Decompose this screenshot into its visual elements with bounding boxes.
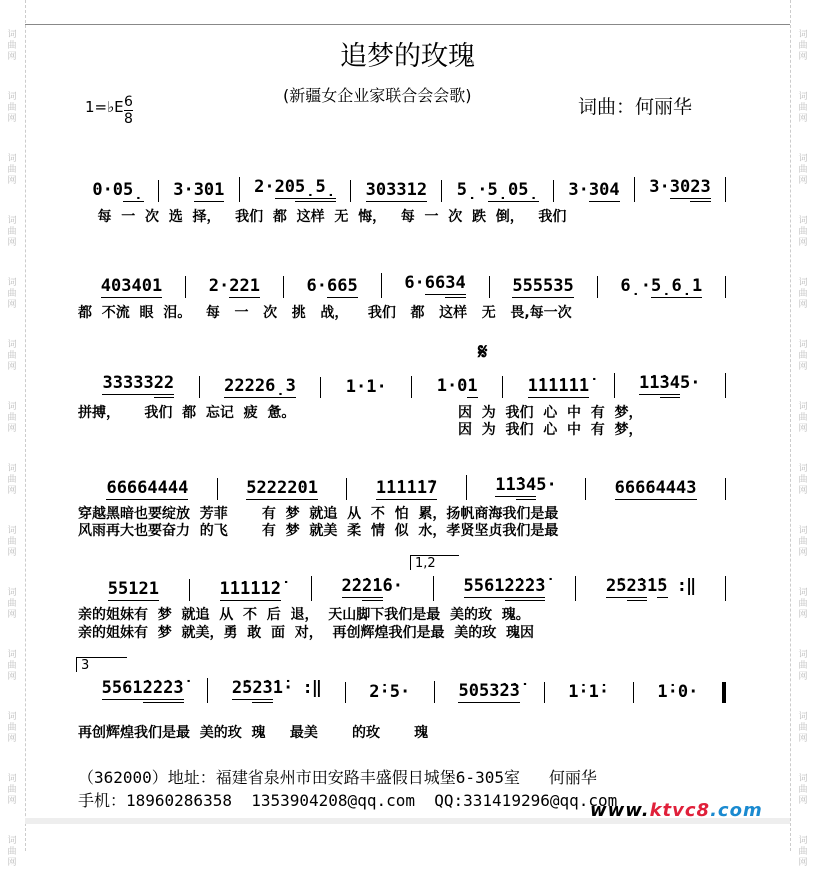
lyric-line: 再创辉煌我们是最 美的玫 瑰 最美 的玫 瑰 [78,725,429,741]
note-group: 1̇1̇ [639,373,660,393]
note-group: 312 [396,180,428,200]
lyric-line: 因 为 我们 心 中 有 梦， [458,405,643,421]
note-group: 5̣5̣ [295,177,336,202]
note-group: 5̣· [456,180,488,200]
note-group: 1̇1̇2̇ [250,579,281,599]
note-group: 6̣· [620,276,652,296]
note-group: 1̇ [647,576,658,596]
note-group: 303 [365,180,397,200]
note-group: 4443 [655,478,697,498]
lyric-line: 每 一 次 选 择， 我们 都 这样 无 悔， 每 一 次 跌 倒， 我们 [78,209,567,225]
note-group: 3· [568,180,589,200]
note-group: 556 [101,678,133,698]
left-margin-line [25,0,26,851]
note-group: 33 [133,373,154,393]
note-group: 2̇2̇ [341,576,363,596]
watermark-text: 词曲网 [7,278,17,310]
watermark-text: 词曲网 [798,650,808,682]
measure [207,678,344,703]
score-row [78,274,726,298]
note-group: 1̇ [494,576,505,596]
note-group: 556 [463,576,495,596]
watermark-text: 词曲网 [7,650,17,682]
measure [350,180,441,202]
score-row [78,178,726,202]
lyric-line: 亲的姐妹有 梦 就追 从 不 后 退， 天山脚下我们是最 美的玫 瑰。 [78,607,530,623]
measure [345,682,434,703]
note-group: 2̇5 [606,576,627,596]
note-group: 1̇1̇1̇ [527,376,559,396]
measure [78,276,185,298]
note-group: 6666 [614,478,656,498]
score-row [78,577,726,601]
measure [614,373,726,398]
measure [78,180,158,202]
watermark-text: 词曲网 [798,836,808,868]
note-group: 2̇3̇ [163,678,183,703]
note-group: 5· [680,373,701,393]
watermark-text: 词曲网 [798,526,808,558]
measure [634,177,726,202]
measure [585,478,726,500]
note-group: 2· [254,177,275,197]
note-group: 333 [102,373,134,393]
note-group: 304 [588,180,620,200]
measure [78,478,217,500]
note-group: 1·0 [436,376,468,396]
repeat-end-sign: :‖ [293,678,321,698]
logo-part: www. [590,800,650,821]
note-group: 2· [208,276,230,296]
note-group: 0·0 [92,180,124,200]
watermark-text: 词曲网 [7,836,17,868]
note-group: 1·1· [345,377,387,397]
score-row [78,679,726,703]
measure [189,579,311,601]
time-signature [124,94,133,127]
watermark-text: 词曲网 [798,340,808,372]
note-group: 1̇1̇1̇ [219,579,251,599]
note-group: 401 [131,276,163,296]
note-group: 403 [100,276,132,296]
measure [185,276,283,298]
note-group: 222 [224,376,255,396]
lyric-line: 穿越黑暗也要绽放 芳菲 有 梦 就追 从 不 怕 累，扬帆商海我们是最 [78,506,559,522]
watermark-text: 词曲网 [798,278,808,310]
watermark-text: 词曲网 [7,92,17,124]
lyric-line: 拼搏， 我们 都 忘记 疲 惫。 [78,405,296,421]
note-group: 20 [274,177,296,197]
watermark-text: 词曲网 [798,402,808,434]
watermark-text: 词曲网 [798,216,808,248]
note-group: 2̇3̇ [252,678,272,703]
note-group: 535 [543,276,574,296]
measure [633,682,726,703]
note-group: 1̇·0· [657,682,699,702]
note-group: 1 [467,376,478,396]
note-group: 5 [657,576,668,596]
song-title: 追梦的玫瑰 [340,41,475,72]
measure [466,475,585,500]
note-group: 665 [327,276,358,296]
note-group: 6· [382,576,403,596]
note-group: 301 [193,180,225,200]
score-row [78,374,726,398]
watermark-text: 词曲网 [7,216,17,248]
note-group: 3· [173,180,194,200]
measure [575,576,726,601]
volta-bracket: 3 [76,657,127,672]
measure [311,576,433,601]
measure [78,373,199,398]
measure [544,682,633,703]
note-group: 2̇·5· [369,682,411,702]
note-group: 2̇5 [231,678,253,698]
note-group: 6· [404,273,425,293]
note-group: 1̇1̇7 [406,478,438,498]
note-group: 3̇2̇3̇ [489,681,520,701]
note-group: 26̣3 [254,376,296,396]
note-group: 6666 [106,478,148,498]
watermark-text: 词曲网 [7,588,17,620]
note-group: 3· [649,177,670,197]
note-group: 1̇·1̇· [568,682,610,702]
measure [283,276,381,298]
watermark-text: 词曲网 [798,92,808,124]
measure [434,681,544,703]
measure [158,180,239,202]
watermark-text: 词曲网 [7,712,17,744]
note-group: 1̇· [272,678,294,698]
measure [346,478,465,500]
note-group: 4444 [147,478,189,498]
note-group: 505 [458,681,490,701]
note-group: 30 [669,177,691,197]
measure [489,276,597,298]
watermark-text: 词曲网 [7,402,17,434]
note-group: 5· [536,475,557,495]
note-group: 555 [512,276,544,296]
watermark-text: 词曲网 [7,340,17,372]
measure [217,478,347,500]
measure [381,273,489,298]
note-group: 2̇2̇ [143,678,163,703]
measure [78,678,207,703]
logo-part: ktvc8 [649,800,711,821]
volta-bracket: 1,2 [410,555,459,570]
measure [239,177,351,202]
watermark-text: 词曲网 [7,30,17,62]
right-margin-line [790,0,791,851]
note-group: 1̇1̇1̇ [558,376,590,396]
measure [199,376,321,398]
score-row [78,476,726,500]
note-group: 5̣6̣1 [651,276,703,296]
repeat-end-sign: :‖ [667,576,696,596]
lyric-line: 风雨再大也要奋力 的飞 有 梦 就美 柔 情 似 水，孝贤坚贞我们是最 [78,523,559,539]
footer-contact: 手机：18960286358 1353904208@qq.com QQ:331419296@qq.com [78,791,618,810]
measure [502,376,613,398]
note-group: 5̣ [123,180,144,200]
measure [411,376,502,398]
note-group: 55121 [107,579,159,599]
note-group: 34 [660,373,680,398]
note-group: 6· [306,276,328,296]
watermark-text: 词曲网 [7,464,17,496]
watermark-text: 词曲网 [798,774,808,806]
song-subtitle: (新疆女企业家联合会会歌) [283,86,472,105]
key-signature: 1=♭E [85,98,124,116]
top-rule [25,24,790,25]
note-group: 5̣05̣ [487,180,539,200]
logo-part: .com [710,800,763,821]
note-group: 34 [445,273,465,298]
note-group: 34 [516,475,536,500]
author-credit: 词曲：何丽华 [578,96,693,118]
watermark-text: 词曲网 [7,774,17,806]
watermark-text: 词曲网 [798,154,808,186]
measure [441,180,553,202]
note-group: 5222 [246,478,288,498]
segno-sign: 𝄋 [478,340,488,365]
note-group: 2̇2̇ [505,576,525,601]
note-group: 2̇3̇ [525,576,545,601]
watermark-text: 词曲网 [798,30,808,62]
watermark-text: 词曲网 [798,464,808,496]
note-group: 22 [154,373,174,398]
note-group: 221 [229,276,260,296]
note-group: 1̇1̇1̇ [375,478,407,498]
watermark-text: 词曲网 [798,712,808,744]
watermark-text: 词曲网 [798,588,808,620]
note-group: 66 [424,273,446,293]
site-logo [590,800,763,821]
measure [78,579,189,601]
note-group: 23 [690,177,710,202]
time-sig-numerator: 6 [124,94,133,110]
watermark-text: 词曲网 [7,526,17,558]
note-group: 201 [287,478,318,498]
footer-address: （362000）地址：福建省泉州市田安路丰盛假日城堡6-305室 何丽华 [78,768,597,787]
measure [553,180,634,202]
watermark-text: 词曲网 [7,154,17,186]
time-sig-denominator: 8 [124,111,133,127]
note-group: 1̇ [132,678,143,698]
lyric-line: 因 为 我们 心 中 有 梦， [458,422,643,438]
note-group: 2̇1̇ [362,576,382,601]
measure [597,276,726,298]
measure [320,377,411,398]
note-group: 1̇1̇ [495,475,516,495]
note-group: 2̇3̇ [627,576,647,601]
lyric-line: 都 不流 眼 泪。 每 一 次 挑 战， 我们 都 这样 无 畏,每一次 [78,305,572,321]
measure [433,576,576,601]
lyric-line: 亲的姐妹有 梦 就美，勇 敢 面 对， 再创辉煌我们是最 美的玫 瑰因 [78,625,534,641]
